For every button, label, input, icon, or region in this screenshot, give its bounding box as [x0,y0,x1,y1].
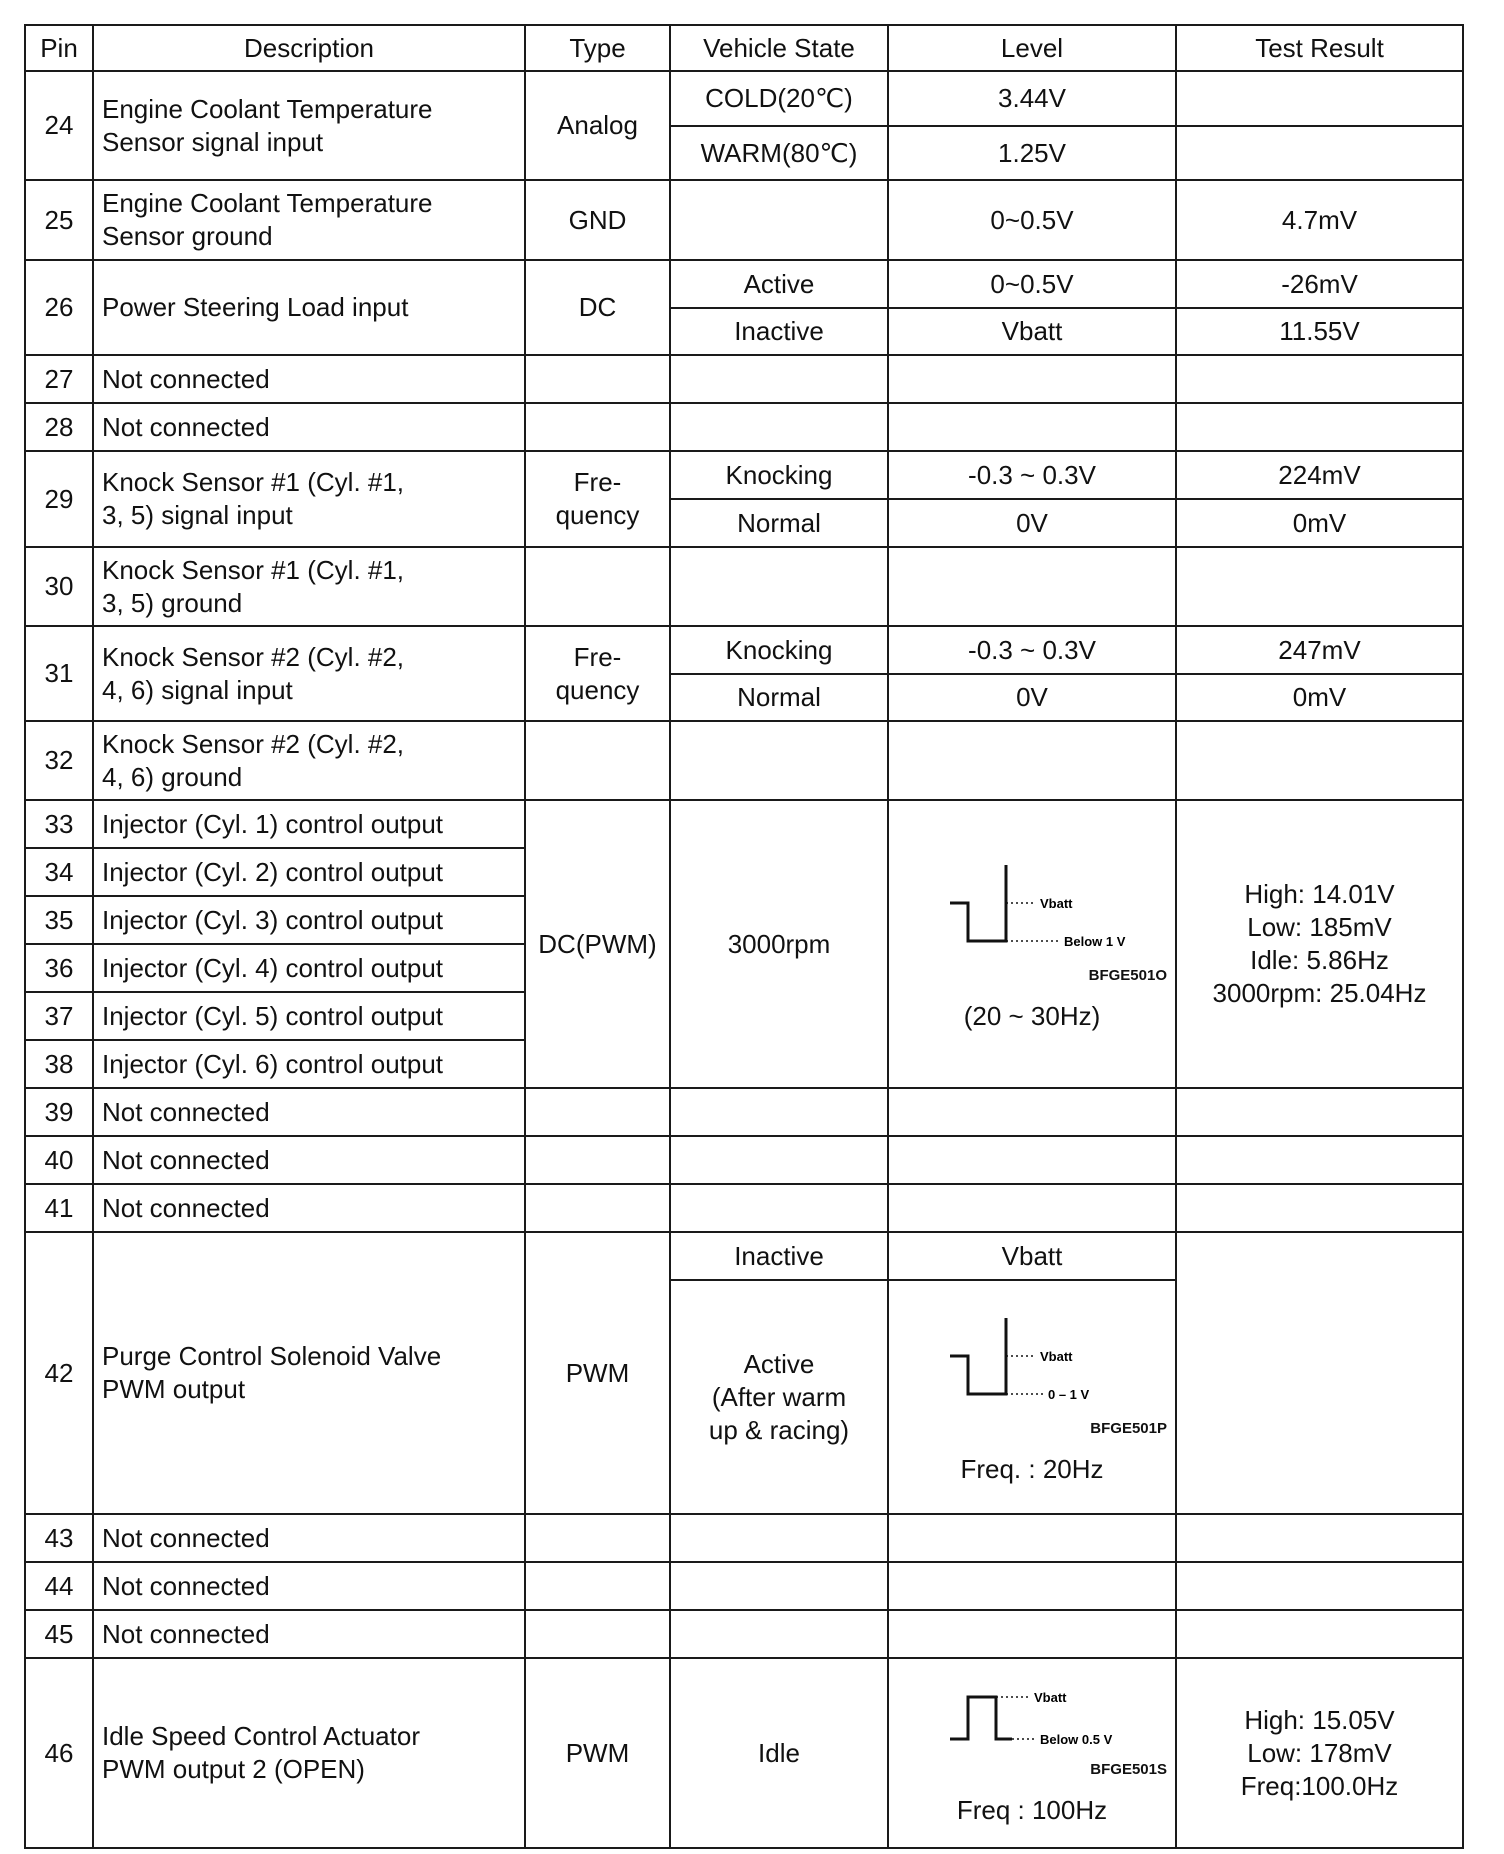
signal-type: Analog [525,71,670,180]
vehicle-state: Knocking [670,626,888,674]
level-value: 3.44V [888,71,1176,126]
test-result: 247mV [1176,626,1463,674]
pin-number: 24 [25,71,93,180]
table-row [25,1610,1463,1658]
pin-number: 36 [25,944,93,992]
pin-description [93,1232,525,1514]
wave-high-label: Vbatt [1034,1690,1067,1705]
pin-description [93,71,525,180]
vehicle-state: Idle [670,1658,888,1848]
pin-number: 26 [25,260,93,355]
pin-description: Injector (Cyl. 5) control output [93,992,525,1040]
signal-type: GND [525,180,670,260]
table-row [25,1562,1463,1610]
header-vehicle-state: Vehicle State [670,25,888,71]
vehicle-state: Active [670,260,888,308]
level-value: -0.3 ~ 0.3V [888,451,1176,499]
level-waveform [888,1658,1176,1848]
table-row [25,403,1463,451]
description-line: Engine Coolant Temperature [102,93,433,124]
pin-number: 35 [25,896,93,944]
table-row [25,180,1463,260]
pin-number: 32 [25,721,93,800]
vehicle-state: Inactive [670,308,888,355]
type-line: quency [555,674,640,705]
test-result [1176,1658,1463,1848]
description-line: Purge Control Solenoid Valve [102,1341,442,1371]
wave-low-label: Below 0.5 V [1040,1732,1113,1747]
level-value: 0V [888,499,1176,547]
pin-description: Power Steering Load input [93,260,525,355]
result-line: Low: 178mV [1247,1737,1392,1768]
table-row [25,1136,1463,1184]
wave-low-label: Below 1 V [1064,934,1126,949]
pin-number: 33 [25,800,93,848]
level-value: 0~0.5V [888,180,1176,260]
figure-code: BFGE501P [1090,1420,1167,1437]
header-description: Description [93,25,525,71]
pin-description: Not connected [93,1088,525,1136]
description-line: 4, 6) ground [102,761,243,792]
figure-code: BFGE501S [1090,1761,1167,1778]
pin-description: Not connected [93,1184,525,1232]
pin-number: 41 [25,1184,93,1232]
signal-type: DC(PWM) [525,800,670,1088]
description-line: Sensor signal input [102,126,324,157]
table-row [25,1514,1463,1562]
signal-type: DC [525,260,670,355]
table-row [25,1658,1463,1848]
state-line: up & racing) [708,1414,850,1445]
test-result: 11.55V [1176,308,1463,355]
pin-description: Injector (Cyl. 6) control output [93,1040,525,1088]
frequency-value: Freq : 100Hz [956,1795,1108,1825]
pin-number: 29 [25,451,93,547]
level-waveform [888,1280,1176,1514]
pin-description [93,626,525,721]
pin-description: Not connected [93,403,525,451]
pin-description: Not connected [93,1610,525,1658]
pin-description [93,451,525,547]
result-line: Freq:100.0Hz [1240,1770,1399,1801]
vehicle-state: Normal [670,674,888,721]
result-line: Low: 185mV [1247,912,1392,942]
signal-type: PWM [525,1232,670,1514]
description-line: Idle Speed Control Actuator [102,1721,420,1751]
vehicle-state: Inactive [670,1232,888,1280]
isc-actuator-waveform-diagram [932,1679,1132,1749]
pin-spec-table [24,24,1464,1849]
pin-number: 37 [25,992,93,1040]
pin-number: 44 [25,1562,93,1610]
test-result: 0mV [1176,674,1463,721]
signal-type [525,451,670,547]
test-result: 224mV [1176,451,1463,499]
vehicle-state: Normal [670,499,888,547]
frequency-value: Freq. : 20Hz [960,1454,1104,1484]
test-result: -26mV [1176,260,1463,308]
pin-number: 40 [25,1136,93,1184]
description-line: Knock Sensor #1 (Cyl. #1, [102,467,405,497]
test-result [1176,126,1463,180]
table-row [25,1232,1463,1280]
description-line: 4, 6) signal input [102,674,293,705]
description-line: PWM output 2 (OPEN) [102,1754,365,1784]
vehicle-state [670,180,888,260]
pin-description: Injector (Cyl. 3) control output [93,896,525,944]
description-line: PWM output [102,1374,246,1404]
vehicle-state: COLD(20℃) [670,71,888,126]
type-line: Fre- [573,467,622,497]
test-result [1176,1232,1463,1514]
result-line: High: 15.05V [1244,1704,1395,1735]
table-row [25,721,1463,800]
table-row [25,260,1463,308]
pin-number: 27 [25,355,93,403]
wave-low-label: 0 – 1 V [1048,1387,1090,1402]
pin-number: 39 [25,1088,93,1136]
table-row [25,547,1463,626]
test-result [1176,800,1463,1088]
signal-type: PWM [525,1658,670,1848]
vehicle-state: WARM(80℃) [670,126,888,180]
pin-number: 38 [25,1040,93,1088]
type-line: Fre- [573,641,622,672]
header-type: Type [525,25,670,71]
table-row [25,626,1463,674]
pin-description: Injector (Cyl. 4) control output [93,944,525,992]
purge-valve-waveform-diagram [932,1308,1132,1408]
figure-code: BFGE501O [1088,967,1167,984]
state-line: (After warm [711,1381,847,1412]
pin-description: Injector (Cyl. 1) control output [93,800,525,848]
pin-description: Not connected [93,355,525,403]
pin-description: Not connected [93,1136,525,1184]
description-line: Knock Sensor #2 (Cyl. #2, [102,641,405,672]
result-line: 3000rpm: 25.04Hz [1212,978,1427,1008]
header-row [25,25,1463,71]
description-line: Knock Sensor #2 (Cyl. #2, [102,728,405,759]
signal-type [525,626,670,721]
vehicle-state: 3000rpm [670,800,888,1088]
pin-description [93,180,525,260]
pin-number: 30 [25,547,93,626]
description-line: Sensor ground [102,221,273,251]
result-line: Idle: 5.86Hz [1250,945,1389,975]
description-line: Knock Sensor #1 (Cyl. #1, [102,554,405,585]
pin-number: 42 [25,1232,93,1514]
pin-number: 45 [25,1610,93,1658]
header-pin: Pin [25,25,93,71]
pin-description: Not connected [93,1514,525,1562]
level-value: 0V [888,674,1176,721]
table-row [25,451,1463,499]
type-line: quency [555,500,640,530]
injector-waveform-diagram [932,855,1132,955]
level-value: -0.3 ~ 0.3V [888,626,1176,674]
table-row [25,355,1463,403]
table-row [25,800,1463,848]
pin-description [93,1658,525,1848]
pin-description: Injector (Cyl. 2) control output [93,848,525,896]
header-test-result: Test Result [1176,25,1463,71]
result-line: High: 14.01V [1244,879,1395,909]
description-line: 3, 5) signal input [102,500,293,530]
level-value: 1.25V [888,126,1176,180]
state-line: Active [743,1348,815,1379]
test-result: 4.7mV [1176,180,1463,260]
pin-description [93,547,525,626]
vehicle-state [670,1280,888,1514]
header-level: Level [888,25,1176,71]
pin-number: 46 [25,1658,93,1848]
description-line: 3, 5) ground [102,587,243,618]
pin-number: 34 [25,848,93,896]
pin-number: 31 [25,626,93,721]
table-row [25,71,1463,126]
level-value: 0~0.5V [888,260,1176,308]
frequency-range: (20 ~ 30Hz) [963,1001,1101,1031]
level-value: Vbatt [888,1232,1176,1280]
vehicle-state: Knocking [670,451,888,499]
pin-number: 43 [25,1514,93,1562]
pin-description: Not connected [93,1562,525,1610]
wave-high-label: Vbatt [1040,1349,1073,1364]
table-row [25,1088,1463,1136]
pin-number: 28 [25,403,93,451]
pin-number: 25 [25,180,93,260]
test-result [1176,71,1463,126]
table-row [25,1184,1463,1232]
description-line: Engine Coolant Temperature [102,188,433,218]
level-waveform [888,800,1176,1088]
pin-description [93,721,525,800]
test-result: 0mV [1176,499,1463,547]
wave-high-label: Vbatt [1040,896,1073,911]
level-value: Vbatt [888,308,1176,355]
